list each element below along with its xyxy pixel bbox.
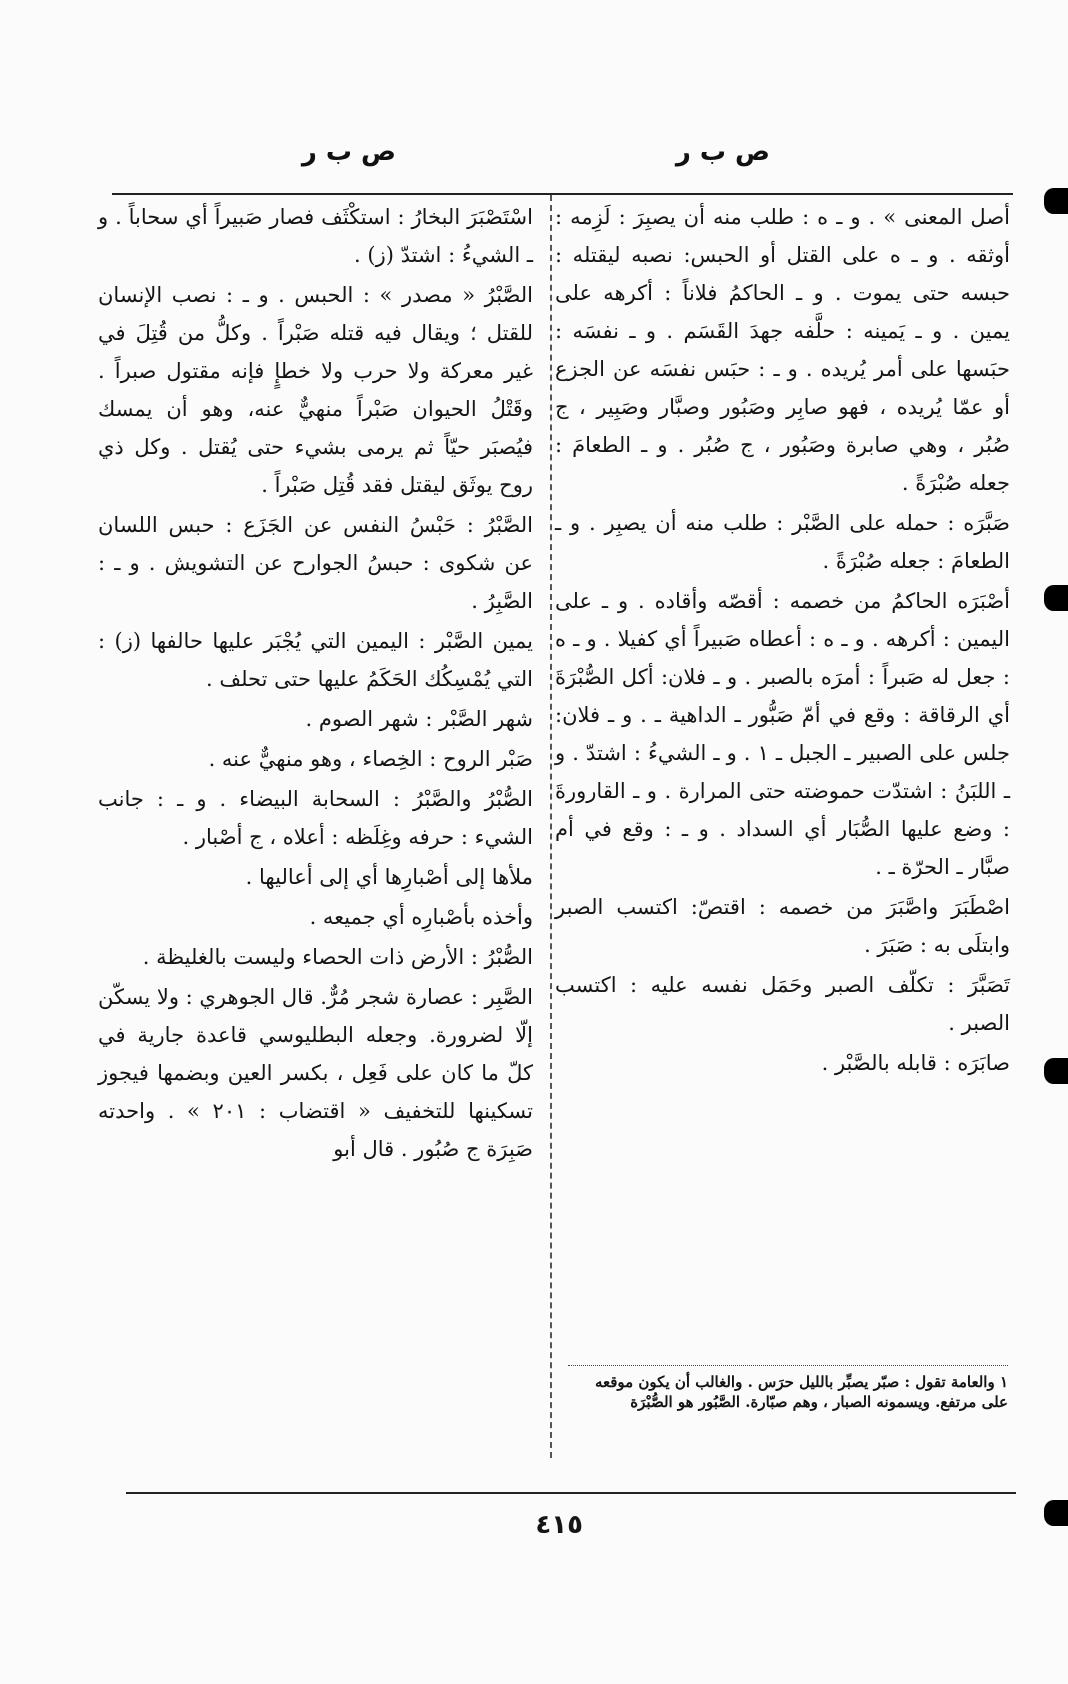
page-header-root-left: ص ب ر xyxy=(301,137,396,167)
page-header-root-right: ص ب ر xyxy=(675,137,770,167)
entry-text: اصْطَبَرَ واصَّبَرَ من خصمه : اقتصّ: اكتسب الصبر وابتلَى به : صَبَرَ . xyxy=(555,895,1010,957)
entry-text: صَبْر الروح : الخِصاء ، وهو منهيٌّ عنه . xyxy=(208,747,533,771)
footer-rule xyxy=(126,1492,1016,1494)
entry-text: شهر الصَّبْر : شهر الصوم . xyxy=(305,707,533,731)
entry-text: أصْبَرَه الحاكمُ من خصمه : أقصّه وأقاده . و ـ على اليمين : أكرهه . و ـ ه : أعطاه صَبيراً أي كفيلا . و ـ ه : جعل له صَبراً : أمرَه بالصبر . و ـ فلان: أكل الصُّبْرَةَ أي الرقاقة : وقع في أمّ صَبُّور ـ الداهية ـ . و ـ فلان: جلس على الصبير ـ الجبل ـ ١ . و ـ الشيءُ : اشتدّ . و ـ اللبَنُ : اشتدّت حموضته حتى المرارة . و ـ القارورةَ : وضع عليها الصُّبَار أي السداد . و ـ : وقع في أم صبَّار ـ الحرّة ـ . xyxy=(555,589,1010,879)
entry-text: اسْتَصْبَرَ البخارُ : استكْثَف فصار صَبيراً أي سحاباً . و ـ الشيءُ : اشتدّ (ز) . xyxy=(98,205,533,267)
margin-mark xyxy=(1044,1058,1068,1084)
margin-mark xyxy=(1044,188,1068,214)
entry-text: الصَّبْرُ : حَبْسُ النفس عن الجَزَع : حبس اللسان عن شكوى : حبسُ الجوارح عن التشويش . و ـ : الصَّبِرُ . xyxy=(98,513,533,613)
entry-text: الصَّبْرُ « مصدر » : الحبس . و ـ : نصب الإنسان للقتل ؛ ويقال فيه قتله صَبْراً . وكلُّ من قُتِلَ في غير معركة ولا حرب ولا خطإٍ فإنه مقتول صبراً . وقَتْلُ الحيوان صَبْراً منهيٌّ عنه، وهو أن يمسك فيُصبَر حيّاً ثم يرمى بشيء حتى يُقتل . وكل ذي روح يوثَق ليقتل فقد قُتِل صَبْراً . xyxy=(98,283,533,497)
entry-text: ملأها إلى أصْبارِها أي إلى أعاليها . xyxy=(245,865,533,889)
entry-text: أصل المعنى » . و ـ ه : طلب منه أن يصبِرَ : لَزِمه : أوثقه . و ـ ه على القتل أو الحبس: نصبه ليقتله : حبسه حتى يموت . و ـ الحاكمُ فلاناً : أكرهه على يمين . و ـ يَمينه : حلَّفه جهدَ القَسَم . و ـ نفسَه : حبَسها على أمر يُريده . و ـ : حبَس نفسَه عن الجزع أو عمّا يُريده ، فهو صابِر وصَبُور وصبَّار وصَبِير ، ج صُبُر ، وهي صابرة وصَبُور ، ج صُبُر . و ـ الطعامَ : جعله صُبْرَةً . xyxy=(555,205,1010,495)
entry-text: صَبَّرَه : حمله على الصَّبْر : طلب منه أن يصبِر . و ـ الطعامَ : جعله صُبْرَةً . xyxy=(555,511,1010,573)
entry-text: الصُّبْرُ : الأرض ذات الحصاء وليست بالغليظة . xyxy=(142,945,533,969)
entry-text: تَصَبَّرَ : تكلّف الصبر وحَمَل نفسه عليه : اكتسب الصبر . xyxy=(555,973,1010,1035)
footnote-separator xyxy=(568,1365,1008,1366)
margin-mark xyxy=(1044,1500,1068,1526)
right-column xyxy=(555,198,1010,1084)
header-rule xyxy=(112,193,1013,195)
entry-text: الصُّبْرُ والصَّبْرُ : السحابة البيضاء . و ـ : جانب الشيء : حرفه وغِلَظه : أعلاه ، ج أصْبار . xyxy=(98,787,533,849)
entry-text: يمين الصَّبْر : اليمين التي يُجْبَر عليها حالفها (ز) : التي يُمْسِكُك الحَكَمُ عليها حتى تحلف . xyxy=(98,629,533,691)
left-column xyxy=(98,198,533,1170)
page-number: ٤١٥ xyxy=(535,1510,583,1540)
entry-text: وأخذه بأصْبارِه أي جميعه . xyxy=(309,905,533,929)
entry-text: الصَّبِر : عصارة شجر مُرٌّ. قال الجوهري : ولا يسكّن إلّا لضرورة. وجعله البطليوسي قاعدة جارية في كلّ ما كان على فَعِل ، بكسر العين وبضمها فيجوز تسكينها للتخفيف « اقتضاب : ٢٠١ » . واحدته صَبِرَة ج صُبُور . قال أبو xyxy=(98,985,533,1161)
footnote: ١ والعامة تقول : صبّر يصبِّر بالليل حرَس . والغالب أن يكون موقعه على مرتفع. ويسمونه الصبار ، وهم صبّارة. الصَّبُور هو الصُّبْرَة xyxy=(594,1373,1008,1411)
entry-text: صابَرَه : قابله بالصَّبْر . xyxy=(821,1051,1010,1075)
margin-mark xyxy=(1044,585,1068,611)
column-divider xyxy=(550,195,552,1458)
